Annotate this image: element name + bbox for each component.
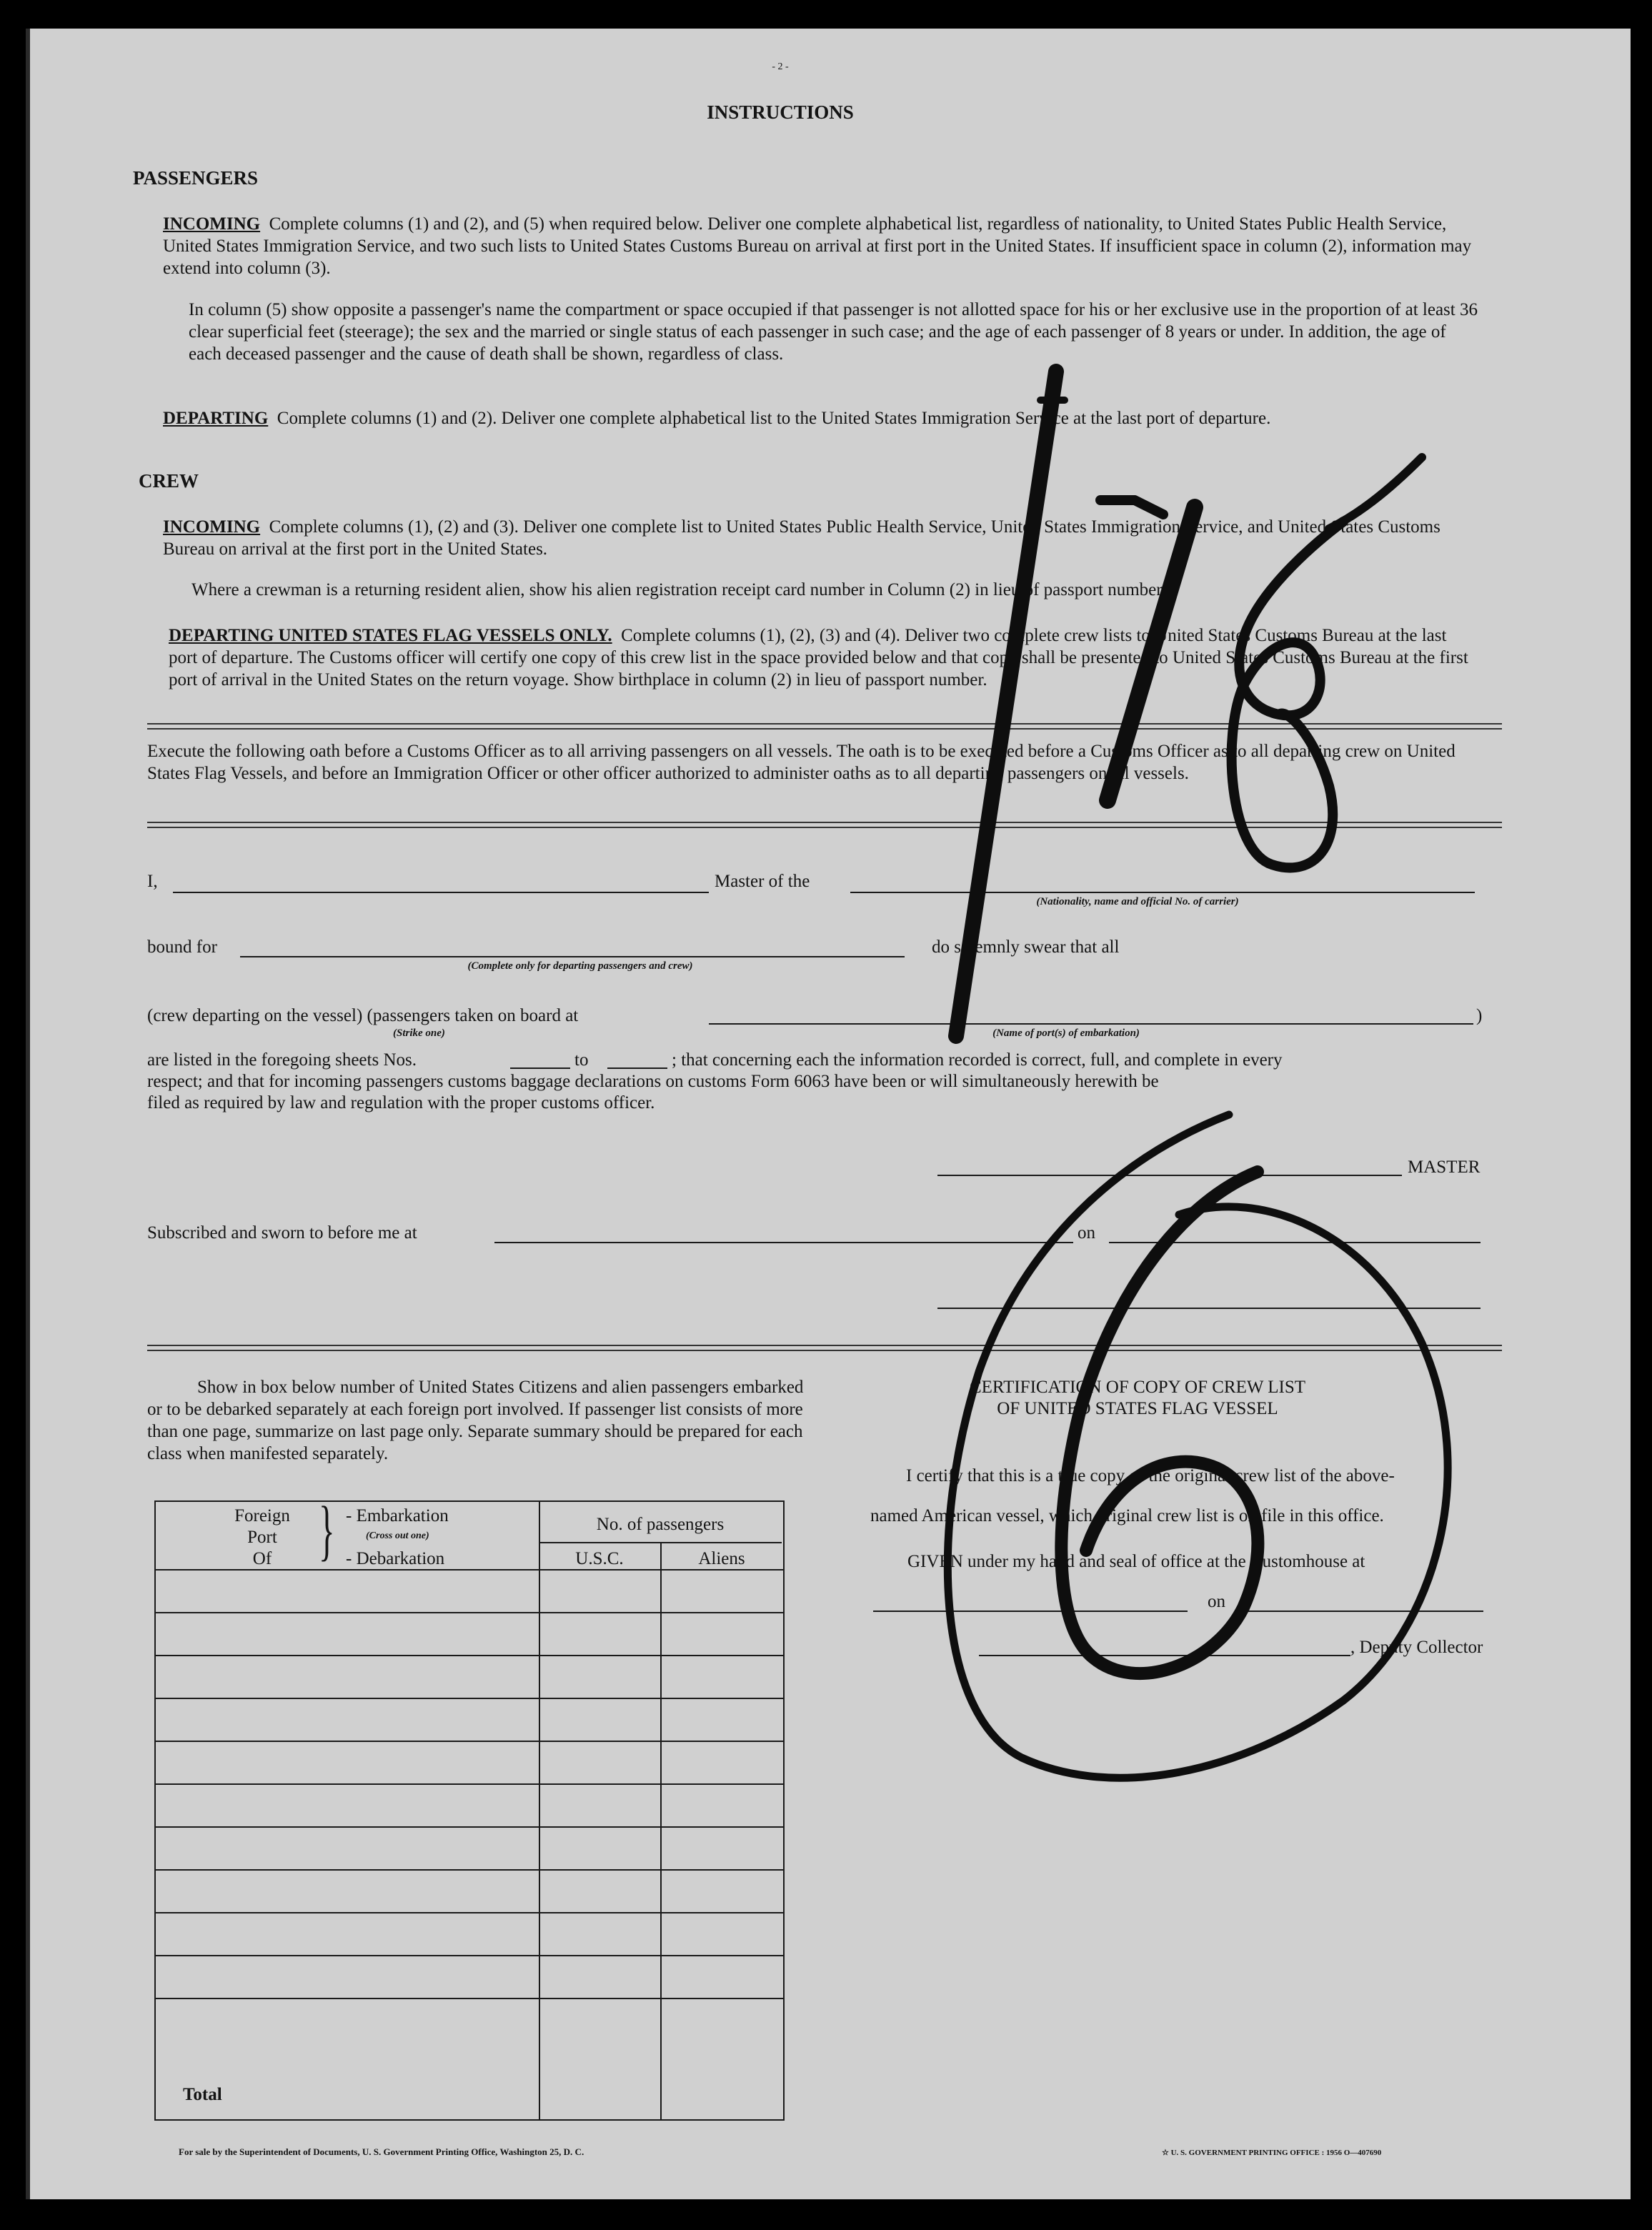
table-row-divider xyxy=(154,1998,783,1999)
col-usc: U.S.C. xyxy=(575,1549,624,1568)
cert-title-1: CERTIFICATION OF COPY OF CREW LIST xyxy=(969,1378,1306,1397)
listed-text-a: are listed in the foregoing sheets Nos. xyxy=(147,1050,417,1070)
page-title: INSTRUCTIONS xyxy=(707,101,854,123)
passengers-heading: PASSENGERS xyxy=(133,167,259,189)
passengers-incoming-paragraph xyxy=(163,213,1478,279)
col-aliens: Aliens xyxy=(698,1549,745,1568)
passengers-departing-label: DEPARTING xyxy=(163,409,269,428)
table-row-divider xyxy=(154,1783,783,1785)
oath-instructions: Execute the following oath before a Customs Officer as to all arriving passengers on all vessels. The oath is to be executed before a Customs Officer as to all departing crew on United States Flag Vessels, and before an Immigration Officer or other officer authorized to administer oaths as to all departing passengers on all vessels. xyxy=(147,742,1456,783)
divider-bottom xyxy=(147,1345,1502,1351)
crew-departing-text: (crew departing on the vessel) (passengers taken on board at xyxy=(147,1006,579,1025)
table-row-divider xyxy=(154,1655,783,1656)
listed-text-b: ; that concerning each the information recorded is correct, full, and complete in every xyxy=(672,1050,1283,1070)
cert-line-1: I certify that this is a true copy of the original crew list of the above- xyxy=(906,1466,1395,1485)
sheet-to-line[interactable] xyxy=(607,1067,667,1069)
listed-text-d: filed as required by law and regulation with the proper customs officer. xyxy=(147,1093,655,1112)
cert-line-2: named American vessel, which original crew list is on file in this office. xyxy=(870,1506,1384,1525)
master-name-line[interactable] xyxy=(173,892,709,893)
master-of-the-label: Master of the xyxy=(715,872,810,891)
footer-right: ☆ U. S. GOVERNMENT PRINTING OFFICE : 1956 O—407690 xyxy=(1162,2149,1382,2157)
sheet-from-line[interactable] xyxy=(510,1067,570,1069)
deputy-signature-line[interactable] xyxy=(979,1655,1350,1656)
close-paren: ) xyxy=(1476,1006,1483,1025)
total-label: Total xyxy=(183,2085,222,2104)
carrier-line[interactable] xyxy=(850,892,1475,893)
subscribed-label: Subscribed and sworn to before me at xyxy=(147,1223,417,1243)
crew-incoming-paragraph xyxy=(163,516,1478,560)
col-embarkation: - Embarkation xyxy=(346,1506,449,1525)
crew-incoming-label: INCOMING xyxy=(163,517,261,537)
oath-i-label: I, xyxy=(147,872,158,891)
crew-departing-label: DEPARTING UNITED STATES FLAG VESSELS ONLY. xyxy=(169,626,612,645)
passengers-incoming-label: INCOMING xyxy=(163,214,261,234)
divider-oath xyxy=(147,822,1502,828)
page-marker: - 2 - xyxy=(772,61,789,72)
divider-top xyxy=(147,723,1502,730)
cert-title-2: OF UNITED STATES FLAG VESSEL xyxy=(997,1399,1278,1418)
passengers-departing-text: Complete columns (1) and (2). Deliver one complete alphabetical list to the United States Immigration Service at the last port of departure. xyxy=(277,409,1271,428)
crew-resident-paragraph: Where a crewman is a returning resident alien, show his alien registration receipt card number in Column (2) in lieu of passport number. xyxy=(191,580,1166,599)
listed-to: to xyxy=(574,1050,589,1070)
master-label: MASTER xyxy=(1408,1158,1481,1177)
summary-instructions: Show in box below number of United States Citizens and alien passengers embarked or to be debarked separately at each foreign port involved. If passenger list consists of more than one page, summarize on last page only. Separate summary should be prepared for each class when manifested separately. xyxy=(147,1378,804,1463)
swear-text: do solemnly swear that all xyxy=(932,937,1120,957)
passengers-departing-paragraph xyxy=(163,407,1478,429)
bound-for-label: bound for xyxy=(147,937,217,957)
col-port: Port xyxy=(247,1528,277,1547)
table-row-divider xyxy=(154,1955,783,1956)
crew-incoming-text: Complete columns (1), (2) and (3). Deliver one complete list to United States Public Health Service, United States Immigration Service, and United States Customs Bureau on arrival at the first port in the United States. xyxy=(163,517,1440,559)
sworn-date-line[interactable] xyxy=(1109,1242,1481,1243)
embarkation-line[interactable] xyxy=(709,1023,1473,1025)
passengers-incoming-text: Complete columns (1) and (2), and (5) when required below. Deliver one complete alphabetical list, regardless of nationality, to United States Public Health Service, United States Immigration Service, and two such lists to United States Customs Bureau on arrival at first port in the United States. If insufficient space in column (2), information may extend into column (3). xyxy=(163,214,1472,278)
officer-signature-line[interactable] xyxy=(937,1308,1481,1309)
col-foreign: Foreign xyxy=(234,1506,290,1525)
table-row-divider xyxy=(154,1741,783,1742)
ports-caption: (Name of port(s) of embarkation) xyxy=(992,1027,1140,1039)
col-of: Of xyxy=(252,1549,272,1568)
table-row-divider xyxy=(154,1612,783,1613)
table-row-divider xyxy=(154,1869,783,1871)
bound-for-line[interactable] xyxy=(240,956,905,957)
strike-one-caption: (Strike one) xyxy=(393,1027,445,1039)
passenger-summary-table xyxy=(154,1500,785,2121)
document-page xyxy=(26,29,1631,2199)
cert-place-line[interactable] xyxy=(873,1611,1188,1612)
listed-text-c: respect; and that for incoming passengers customs baggage declarations on customs Form 6063 have been or will simultaneously herewith be xyxy=(147,1072,1159,1091)
table-row-divider xyxy=(154,1698,783,1699)
sworn-place-line[interactable] xyxy=(494,1242,1073,1243)
crew-departing-paragraph xyxy=(169,624,1478,691)
nationality-caption: (Nationality, name and official No. of carrier) xyxy=(1036,896,1239,907)
cert-deputy: , Deputy Collector xyxy=(1350,1638,1483,1657)
brace-icon: } xyxy=(319,1493,335,1568)
cert-on-label: on xyxy=(1208,1592,1225,1611)
footer-left: For sale by the Superintendent of Documents, U. S. Government Printing Office, Washington 25, D. C. xyxy=(179,2146,584,2157)
table-row-divider xyxy=(154,1912,783,1913)
table-row-divider xyxy=(154,1826,783,1828)
cert-date-line[interactable] xyxy=(1236,1611,1483,1612)
passengers-column5-paragraph: In column (5) show opposite a passenger's name the compartment or space occupied if that passenger is not allotted space for his or her exclusive use in the proportion of at least 36 clear superficial feet (steerage); the sex and the married or single status of each passenger in such case; and the age of each passenger of 8 years or under. In addition, the age of each deceased passenger and the cause of death shall be shown, regardless of class. xyxy=(189,300,1478,364)
master-signature-line[interactable] xyxy=(937,1175,1402,1176)
crew-departing-text: Complete columns (1), (2), (3) and (4). Deliver two complete crew lists to United States Customs Bureau at the last port of departure. The Customs officer will certify one copy of this crew list in the space provided below and that copy shall be presented to United States Customs Bureau at the first port of arrival in the United States on the return voyage. Show birthplace in column (2) in lieu of passport number. xyxy=(169,626,1468,690)
departing-caption: (Complete only for departing passengers and crew) xyxy=(467,960,693,972)
col-no-passengers: No. of passengers xyxy=(596,1515,725,1534)
col-cross-out: (Cross out one) xyxy=(366,1530,429,1541)
crew-heading: CREW xyxy=(139,470,199,492)
sworn-on-label: on xyxy=(1078,1223,1095,1243)
cert-line-3: GIVEN under my hand and seal of office at the Customhouse at xyxy=(907,1552,1365,1571)
col-debarkation: - Debarkation xyxy=(346,1549,445,1568)
